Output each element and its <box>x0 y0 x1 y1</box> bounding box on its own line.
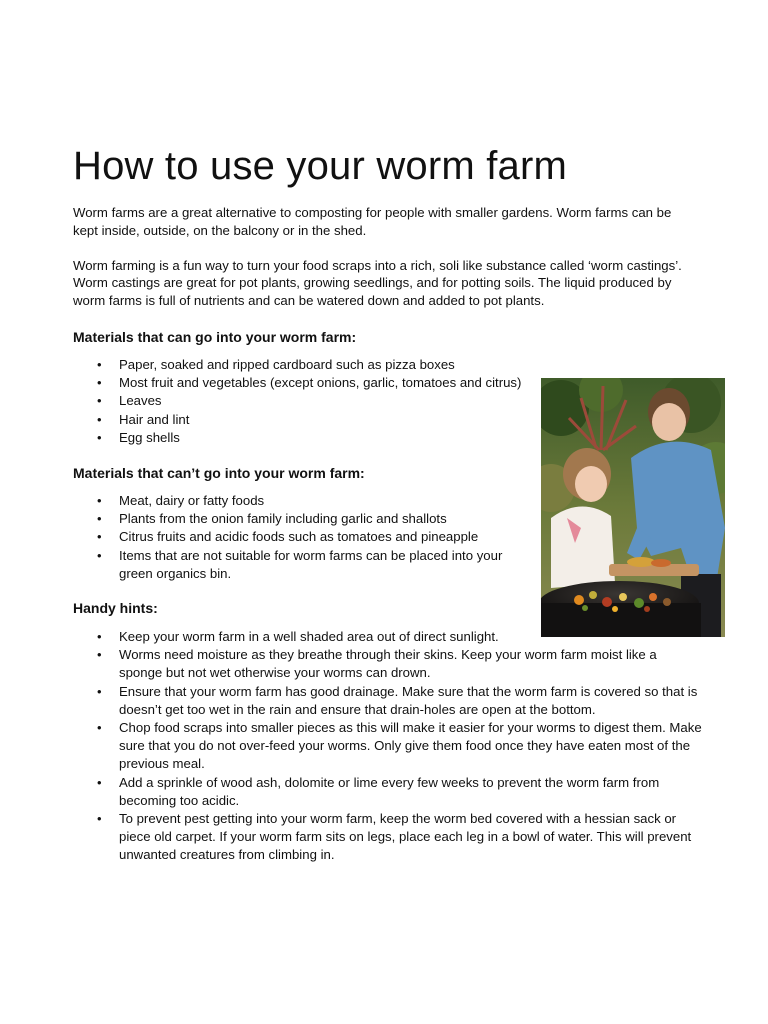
list-item <box>73 547 523 583</box>
list-item-text: Chop food scraps into smaller pieces as this will make it easier for your worms to digest them. Make sure that you do not over-feed your worms. Only give them food once they have eaten most of the previous meal. <box>119 720 702 772</box>
list-item <box>73 356 523 374</box>
bullet-icon: • <box>97 375 102 391</box>
list-item <box>73 374 523 392</box>
list-item <box>73 492 523 510</box>
children-worm-farm-photo <box>541 378 725 637</box>
cant-go-heading: Materials that can’t go into your worm farm: <box>73 465 365 481</box>
list-item-text: Worms need moisture as they breathe through their skins. Keep your worm farm moist like a sponge but not wet otherwise your worms can drown. <box>119 647 657 681</box>
list-item-text: Leaves <box>119 393 162 409</box>
list-item-text: To prevent pest getting into your worm farm, keep the worm bed covered with a hessian sack or piece old carpet. If your worm farm sits on legs, place each leg in a bowl of water. This will prevent unwanted creatures from climbing in. <box>119 811 692 863</box>
list-item <box>73 429 523 447</box>
list-item-text: Egg shells <box>119 429 180 445</box>
list-item <box>73 510 523 528</box>
list-item-text: Paper, soaked and ripped cardboard such as pizza boxes <box>119 356 455 372</box>
can-go-heading: Materials that can go into your worm farm: <box>73 328 357 345</box>
cant-go-list <box>73 492 523 583</box>
can-go-list <box>73 356 523 447</box>
list-item <box>73 528 523 546</box>
bullet-icon: • <box>97 774 102 790</box>
handy-hints-list <box>73 628 703 865</box>
list-item-text: Most fruit and vegetables (except onions, garlic, tomatoes and citrus) <box>119 375 522 391</box>
list-item-text: Items that are not suitable for worm farms can be placed into your green organics bin. <box>119 547 503 581</box>
list-item <box>73 774 703 810</box>
intro-paragraph-2: Worm farming is a fun way to turn your food scraps into a rich, soli like substance called ‘worm castings’. Worm castings are great for pot plants, growing seedlings, and for potting soils. The liquid produced by worm farms is full of nutrients and can be watered down and added to pot plants. <box>73 257 682 309</box>
intro-paragraph-1: Worm farms are a great alternative to composting for people with smaller gardens. Worm farms can be kept inside, outside, on the balcony or in the shed. <box>73 205 672 238</box>
bullet-icon: • <box>97 393 102 409</box>
list-item-text: Keep your worm farm in a well shaded area out of direct sunlight. <box>119 629 499 645</box>
bullet-icon: • <box>97 647 102 663</box>
bullet-icon: • <box>97 429 102 445</box>
bullet-icon: • <box>97 811 102 827</box>
list-item-text: Hair and lint <box>119 411 190 427</box>
list-item-text: Citrus fruits and acidic foods such as tomatoes and pineapple <box>119 529 479 545</box>
list-item <box>73 719 703 774</box>
list-item-text: Ensure that your worm farm has good drainage. Make sure that the worm farm is covered so that is doesn’t get too wet in the rain and ensure that drain-holes are open at the bottom. <box>119 683 698 717</box>
bullet-icon: • <box>97 547 102 563</box>
bullet-icon: • <box>97 720 102 736</box>
bullet-icon: • <box>97 356 102 372</box>
list-item <box>73 683 703 719</box>
list-item-text: Plants from the onion family including garlic and shallots <box>119 511 447 527</box>
bullet-icon: • <box>97 493 102 508</box>
bullet-icon: • <box>97 683 102 699</box>
bullet-icon: • <box>97 629 102 645</box>
list-item-text: Meat, dairy or fatty foods <box>119 493 265 508</box>
list-item <box>73 392 523 410</box>
list-item <box>73 411 523 429</box>
list-item-text: Add a sprinkle of wood ash, dolomite or lime every few weeks to prevent the worm farm from becoming too acidic. <box>119 774 660 808</box>
handy-hints-heading: Handy hints: <box>73 600 158 617</box>
bullet-icon: • <box>97 411 102 427</box>
bullet-icon: • <box>97 511 102 527</box>
list-item <box>73 810 703 865</box>
bullet-icon: • <box>97 529 102 545</box>
list-item <box>73 646 703 682</box>
page-title: How to use your worm farm <box>73 144 568 188</box>
